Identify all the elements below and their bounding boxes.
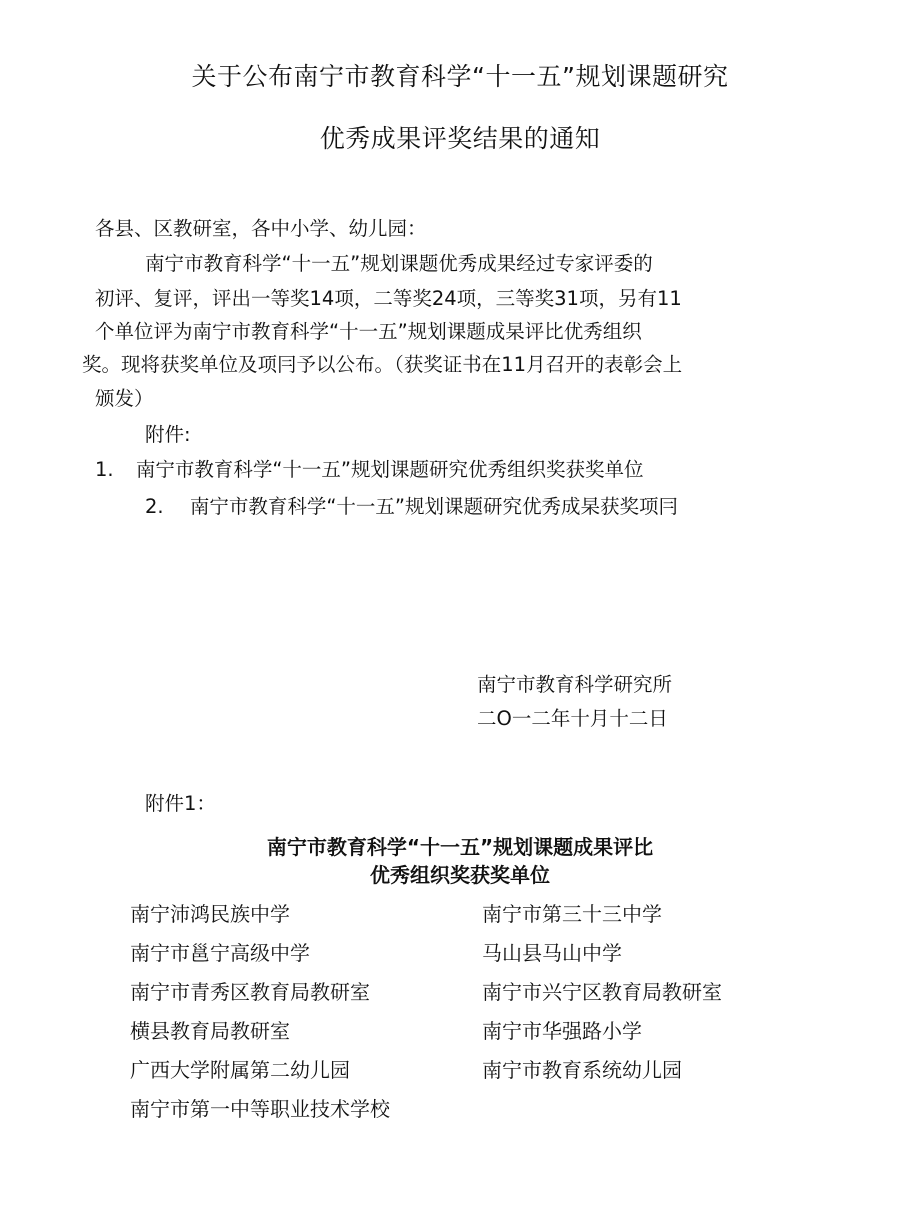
- annex1-title-line2: 优秀组织奖获奖单位: [370, 863, 550, 887]
- attachment-item-text: 南宁市教育科学“十一五”规划课题研究优秀组织奖获奖单位: [135, 458, 644, 481]
- body-line-2: 初评、复评，评出一等奖14项，二等奖24项，三等奖31项，另有11: [95, 287, 682, 310]
- signature-date: 二O一二年十月十二日: [477, 707, 668, 730]
- notice-title-line2: 优秀成果评奖结果的通知: [319, 124, 601, 153]
- attachment-item-1: [95, 458, 644, 481]
- attachment-item-text: 南宁市教育科学“十一五”规划课题研究优秀成杲获奖项冃: [189, 495, 679, 518]
- attachment-item-number: 1.: [95, 458, 114, 481]
- attachment-item-2: [145, 495, 678, 518]
- body-line-1: 南宁市教育科学“十一五”规划课题优秀成果经过专家评委的: [145, 252, 653, 275]
- annex1-label: 附件1：: [145, 792, 216, 815]
- annex1-title-line1: 南宁市教育科学“十一五”规划课题成果评比: [266, 835, 654, 859]
- attachment-item-number: 2.: [145, 495, 164, 518]
- unit-left-5: 广西大学附属第二幼儿园: [130, 1058, 350, 1082]
- unit-right-4: 南宁市华强路小学: [482, 1019, 642, 1043]
- signature-org: 南宁市教育科学研究所: [477, 673, 673, 696]
- body-line-5: 颁发）: [95, 387, 154, 410]
- unit-right-2: 马山县马山中学: [482, 941, 622, 965]
- unit-right-3: 南宁市兴宁区教育局教研室: [482, 980, 722, 1004]
- notice-title-line1: 关于公布南宁市教育科学“十一五”规划课题研究: [191, 62, 729, 91]
- salutation: 各县、区教研室，各中小学、幼儿园：: [95, 217, 427, 240]
- body-line-3: 个单位评为南宁市教育科学“十一五”规划课题成杲评比优秀组织: [95, 320, 642, 343]
- attachments-label: 附件:: [145, 423, 191, 446]
- unit-right-5: 南宁市教育系统幼儿园: [482, 1058, 682, 1082]
- unit-left-4: 横县教育局教研室: [130, 1019, 290, 1043]
- unit-left-6: 南宁市第一中等职业技术学校: [130, 1097, 390, 1121]
- unit-left-2: 南宁市邕宁高级中学: [130, 941, 310, 965]
- unit-left-1: 南宁沛鸿民族中学: [130, 902, 290, 926]
- unit-left-3: 南宁市青秀区教育局教研室: [130, 980, 370, 1004]
- body-line-4: 奖。现将获奖单位及项冃予以公布。（获奖证书在11月召开的表彰会上: [82, 353, 683, 376]
- unit-right-1: 南宁市第三十三中学: [482, 902, 662, 926]
